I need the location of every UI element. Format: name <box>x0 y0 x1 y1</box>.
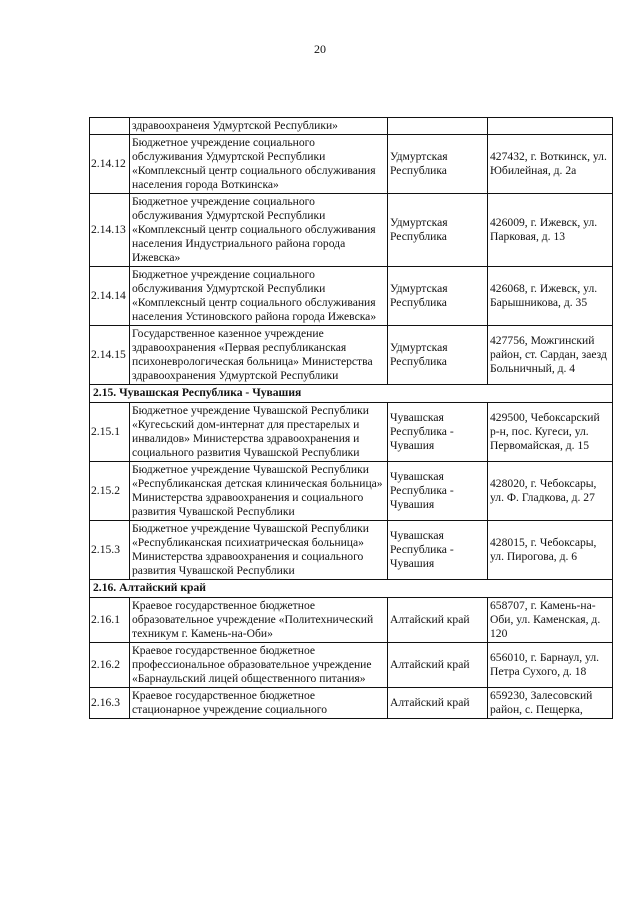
institution-name: Бюджетное учреждение социального обслуживания Удмуртской Республики «Комплексный центр социального обслуживания населения города Воткинска» <box>130 135 388 194</box>
table-body <box>90 118 613 719</box>
section-title: 2.15. Чувашская Республика - Чувашия <box>90 385 613 403</box>
table-row <box>90 598 613 643</box>
section-title: 2.16. Алтайский край <box>90 580 613 598</box>
address-cell: 659230, Залесовский район, с. Пещерка, <box>488 688 613 719</box>
row-number: 2.14.14 <box>90 267 130 326</box>
address-cell: 656010, г. Барнаул, ул. Петра Сухого, д. 18 <box>488 643 613 688</box>
table-row <box>90 326 613 385</box>
institutions-table <box>89 117 613 719</box>
table-row <box>90 403 613 462</box>
row-number: 2.15.1 <box>90 403 130 462</box>
institution-name: Краевое государственное бюджетное стационарное учреждение социального <box>130 688 388 719</box>
row-number: 2.14.15 <box>90 326 130 385</box>
region-cell: Алтайский край <box>388 688 488 719</box>
row-number: 2.15.3 <box>90 521 130 580</box>
institution-name: здравоохранеия Удмуртской Республики» <box>130 118 388 135</box>
address-cell <box>488 118 613 135</box>
region-cell: Чувашская Республика - Чувашия <box>388 462 488 521</box>
address-cell: 426009, г. Ижевск, ул. Парковая, д. 13 <box>488 194 613 267</box>
region-cell: Чувашская Республика - Чувашия <box>388 403 488 462</box>
page-number: 20 <box>314 42 326 56</box>
row-number <box>90 118 130 135</box>
section-header-row <box>90 580 613 598</box>
region-cell: Алтайский край <box>388 643 488 688</box>
address-cell: 429500, Чебоксарский р-н, пос. Кугеси, ул. Первомайская, д. 15 <box>488 403 613 462</box>
section-header-row <box>90 385 613 403</box>
region-cell: Удмуртская Республика <box>388 194 488 267</box>
address-cell: 427432, г. Воткинск, ул. Юбилейная, д. 2а <box>488 135 613 194</box>
institution-name: Бюджетное учреждение социального обслуживания Удмуртской Республики «Комплексный центр социального обслуживания населения Устиновского района города Ижевска» <box>130 267 388 326</box>
row-number: 2.16.3 <box>90 688 130 719</box>
institution-name: Бюджетное учреждение Чувашской Республики «Республиканская детская клиническая больница» Министерства здравоохранения и социального развития Чувашской Республики <box>130 462 388 521</box>
address-cell: 426068, г. Ижевск, ул. Барышникова, д. 35 <box>488 267 613 326</box>
address-cell: 658707, г. Камень-на-Оби, ул. Каменская, д. 120 <box>488 598 613 643</box>
region-cell: Удмуртская Республика <box>388 135 488 194</box>
region-cell: Удмуртская Республика <box>388 326 488 385</box>
row-number: 2.15.2 <box>90 462 130 521</box>
row-number: 2.14.12 <box>90 135 130 194</box>
row-number: 2.16.2 <box>90 643 130 688</box>
row-number: 2.14.13 <box>90 194 130 267</box>
address-cell: 428020, г. Чебоксары, ул. Ф. Гладкова, д. 27 <box>488 462 613 521</box>
institution-name: Краевое государственное бюджетное профессиональное образовательное учреждение «Барнаульский лицей общественного питания» <box>130 643 388 688</box>
institution-name: Государственное казенное учреждение здравоохранения «Первая республиканская психоневрологическая больница» Министерства здравоохранения Удмуртской Республики <box>130 326 388 385</box>
address-cell: 427756, Можгинский район, ст. Сардан, заезд Больничный, д. 4 <box>488 326 613 385</box>
institution-name: Краевое государственное бюджетное образовательное учреждение «Политехнический техникум г. Камень-на-Оби» <box>130 598 388 643</box>
row-number: 2.16.1 <box>90 598 130 643</box>
address-cell: 428015, г. Чебоксары, ул. Пирогова, д. 6 <box>488 521 613 580</box>
region-cell <box>388 118 488 135</box>
region-cell: Алтайский край <box>388 598 488 643</box>
table-row <box>90 118 613 135</box>
table-row <box>90 643 613 688</box>
table-row <box>90 194 613 267</box>
table-row <box>90 521 613 580</box>
table-row <box>90 267 613 326</box>
table-row <box>90 462 613 521</box>
table-row <box>90 688 613 719</box>
institution-name: Бюджетное учреждение социального обслуживания Удмуртской Республики «Комплексный центр социального обслуживания населения Индустриального района города Ижевска» <box>130 194 388 267</box>
institution-name: Бюджетное учреждение Чувашской Республики «Кугесьский дом-интернат для престарелых и инвалидов» Министерства здравоохранения и социального развития Чувашской Республики <box>130 403 388 462</box>
region-cell: Чувашская Республика - Чувашия <box>388 521 488 580</box>
table-row <box>90 135 613 194</box>
region-cell: Удмуртская Республика <box>388 267 488 326</box>
institution-name: Бюджетное учреждение Чувашской Республики «Республиканская психиатрическая больница» Министерства здравоохранения и социального развития Чувашской Республики <box>130 521 388 580</box>
